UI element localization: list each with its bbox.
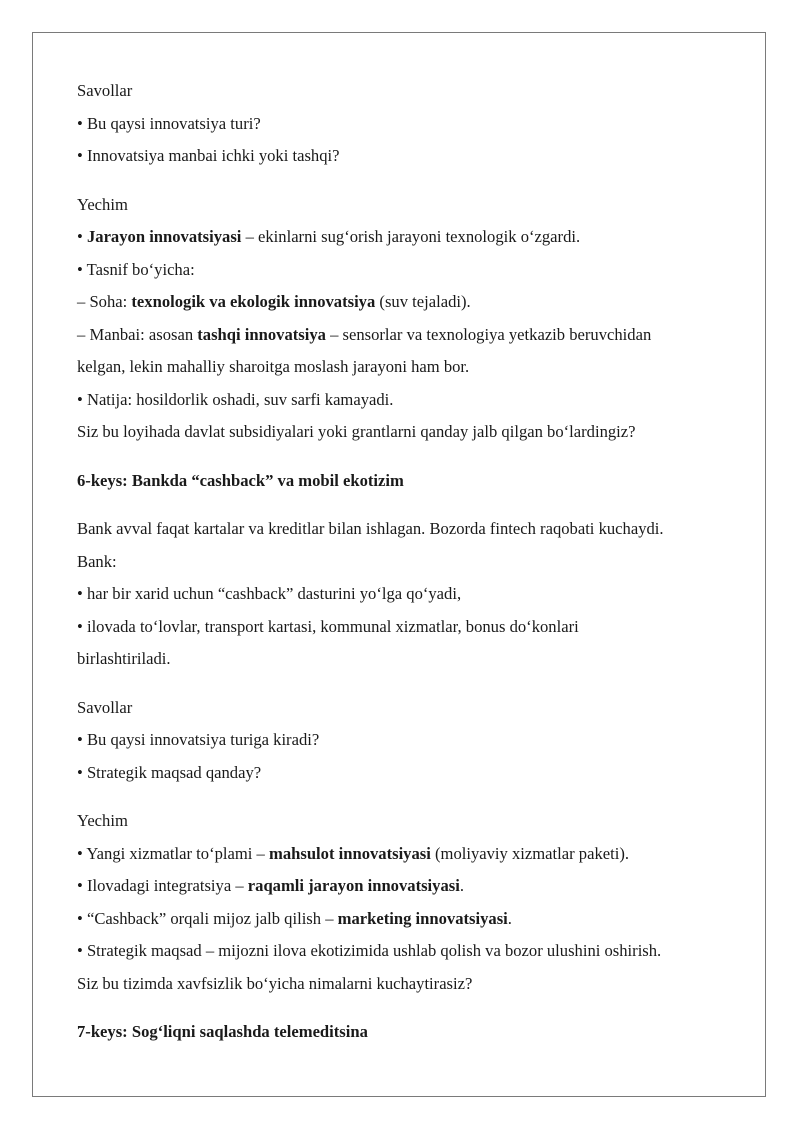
solution-line: • Natija: hosildorlik oshadi, suv sarfi kamayadi. bbox=[77, 389, 394, 409]
case-heading: 6-keys: Bankda “cashback” va mobil ekotizim bbox=[77, 470, 404, 490]
solution-text: (suv tejaladi). bbox=[375, 292, 471, 311]
document-page bbox=[32, 32, 766, 1097]
questions-title: Savollar bbox=[77, 697, 133, 717]
solution-line bbox=[77, 286, 749, 319]
solution-line bbox=[77, 870, 749, 903]
solution-text: • “Cashback” orqali mijoz jalb qilish – bbox=[77, 908, 338, 928]
solution-text: – sensorlar va texnologiya yetkazib beruvchidan bbox=[325, 324, 652, 344]
solution-line: • Tasnif bo‘yicha: bbox=[77, 259, 195, 279]
intro-line: • ilovada to‘lovlar, transport kartasi, kommunal xizmatlar, bonus do‘konlari bbox=[77, 616, 579, 636]
solution-title: Yechim bbox=[77, 811, 128, 830]
case-heading: 7-keys: Sog‘liqni saqlashda telemeditsina bbox=[77, 1022, 368, 1041]
solution-text: – Soha: bbox=[77, 292, 132, 311]
solution-line bbox=[77, 319, 749, 352]
solution-line bbox=[77, 838, 749, 871]
intro-line: birlashtiriladi. bbox=[77, 649, 171, 668]
solution-text: (moliyaviy xizmatlar paketi). bbox=[430, 843, 629, 863]
intro-line: Bank: bbox=[77, 551, 117, 571]
solution-title: Yechim bbox=[77, 194, 128, 214]
solution-text: . bbox=[459, 876, 464, 895]
bold-term: tashqi innovatsiya bbox=[197, 324, 326, 344]
question-item: • Strategik maqsad qanday? bbox=[77, 762, 262, 782]
page-content bbox=[77, 75, 749, 1049]
question-item: • Bu qaysi innovatsiya turiga kiradi? bbox=[77, 730, 320, 749]
solution-question: Siz bu tizimda xavfsizlik bo‘yicha nimalarni kuchaytirasiz? bbox=[77, 973, 473, 993]
question-item: • Innovatsiya manbai ichki yoki tashqi? bbox=[77, 146, 340, 165]
bold-term: raqamli jarayon innovatsiyasi bbox=[247, 876, 460, 895]
bold-term: mahsulot innovatsiyasi bbox=[269, 843, 431, 863]
solution-line: kelgan, lekin mahalliy sharoitga moslash jarayoni ham bor. bbox=[77, 357, 470, 376]
question-item: • Bu qaysi innovatsiya turi? bbox=[77, 113, 261, 133]
bold-term: Jarayon innovatsiyasi bbox=[86, 227, 242, 246]
solution-line: • Jarayon innovatsiyasi – ekinlarni sug‘orish jarayoni texnologik o‘zgardi. bbox=[77, 227, 581, 246]
intro-line: Bank avval faqat kartalar va kreditlar bilan ishlagan. Bozorda fintech raqobati kuchaydi. bbox=[77, 519, 664, 538]
solution-text: – ekinlarni sug‘orish jarayoni texnologik o‘zgardi. bbox=[241, 227, 581, 246]
solution-text: • Yangi xizmatlar to‘plami – bbox=[77, 843, 270, 863]
intro-line: • har bir xarid uchun “cashback” dasturini yo‘lga qo‘yadi, bbox=[77, 584, 462, 603]
solution-text: – Manbai: asosan bbox=[77, 324, 198, 344]
solution-line: • Strategik maqsad – mijozni ilova ekotizimida ushlab qolish va bozor ulushini oshirish. bbox=[77, 941, 662, 960]
solution-question: Siz bu loyihada davlat subsidiyalari yoki grantlarni qanday jalb qilgan bo‘lardingiz? bbox=[77, 422, 636, 441]
solution-text: . bbox=[507, 908, 512, 928]
bold-term: texnologik va ekologik innovatsiya bbox=[131, 292, 376, 311]
bold-term: marketing innovatsiyasi bbox=[337, 908, 508, 928]
solution-line bbox=[77, 903, 749, 936]
solution-text: • Ilovadagi integratsiya – bbox=[77, 876, 248, 895]
questions-title: Savollar bbox=[77, 81, 133, 100]
